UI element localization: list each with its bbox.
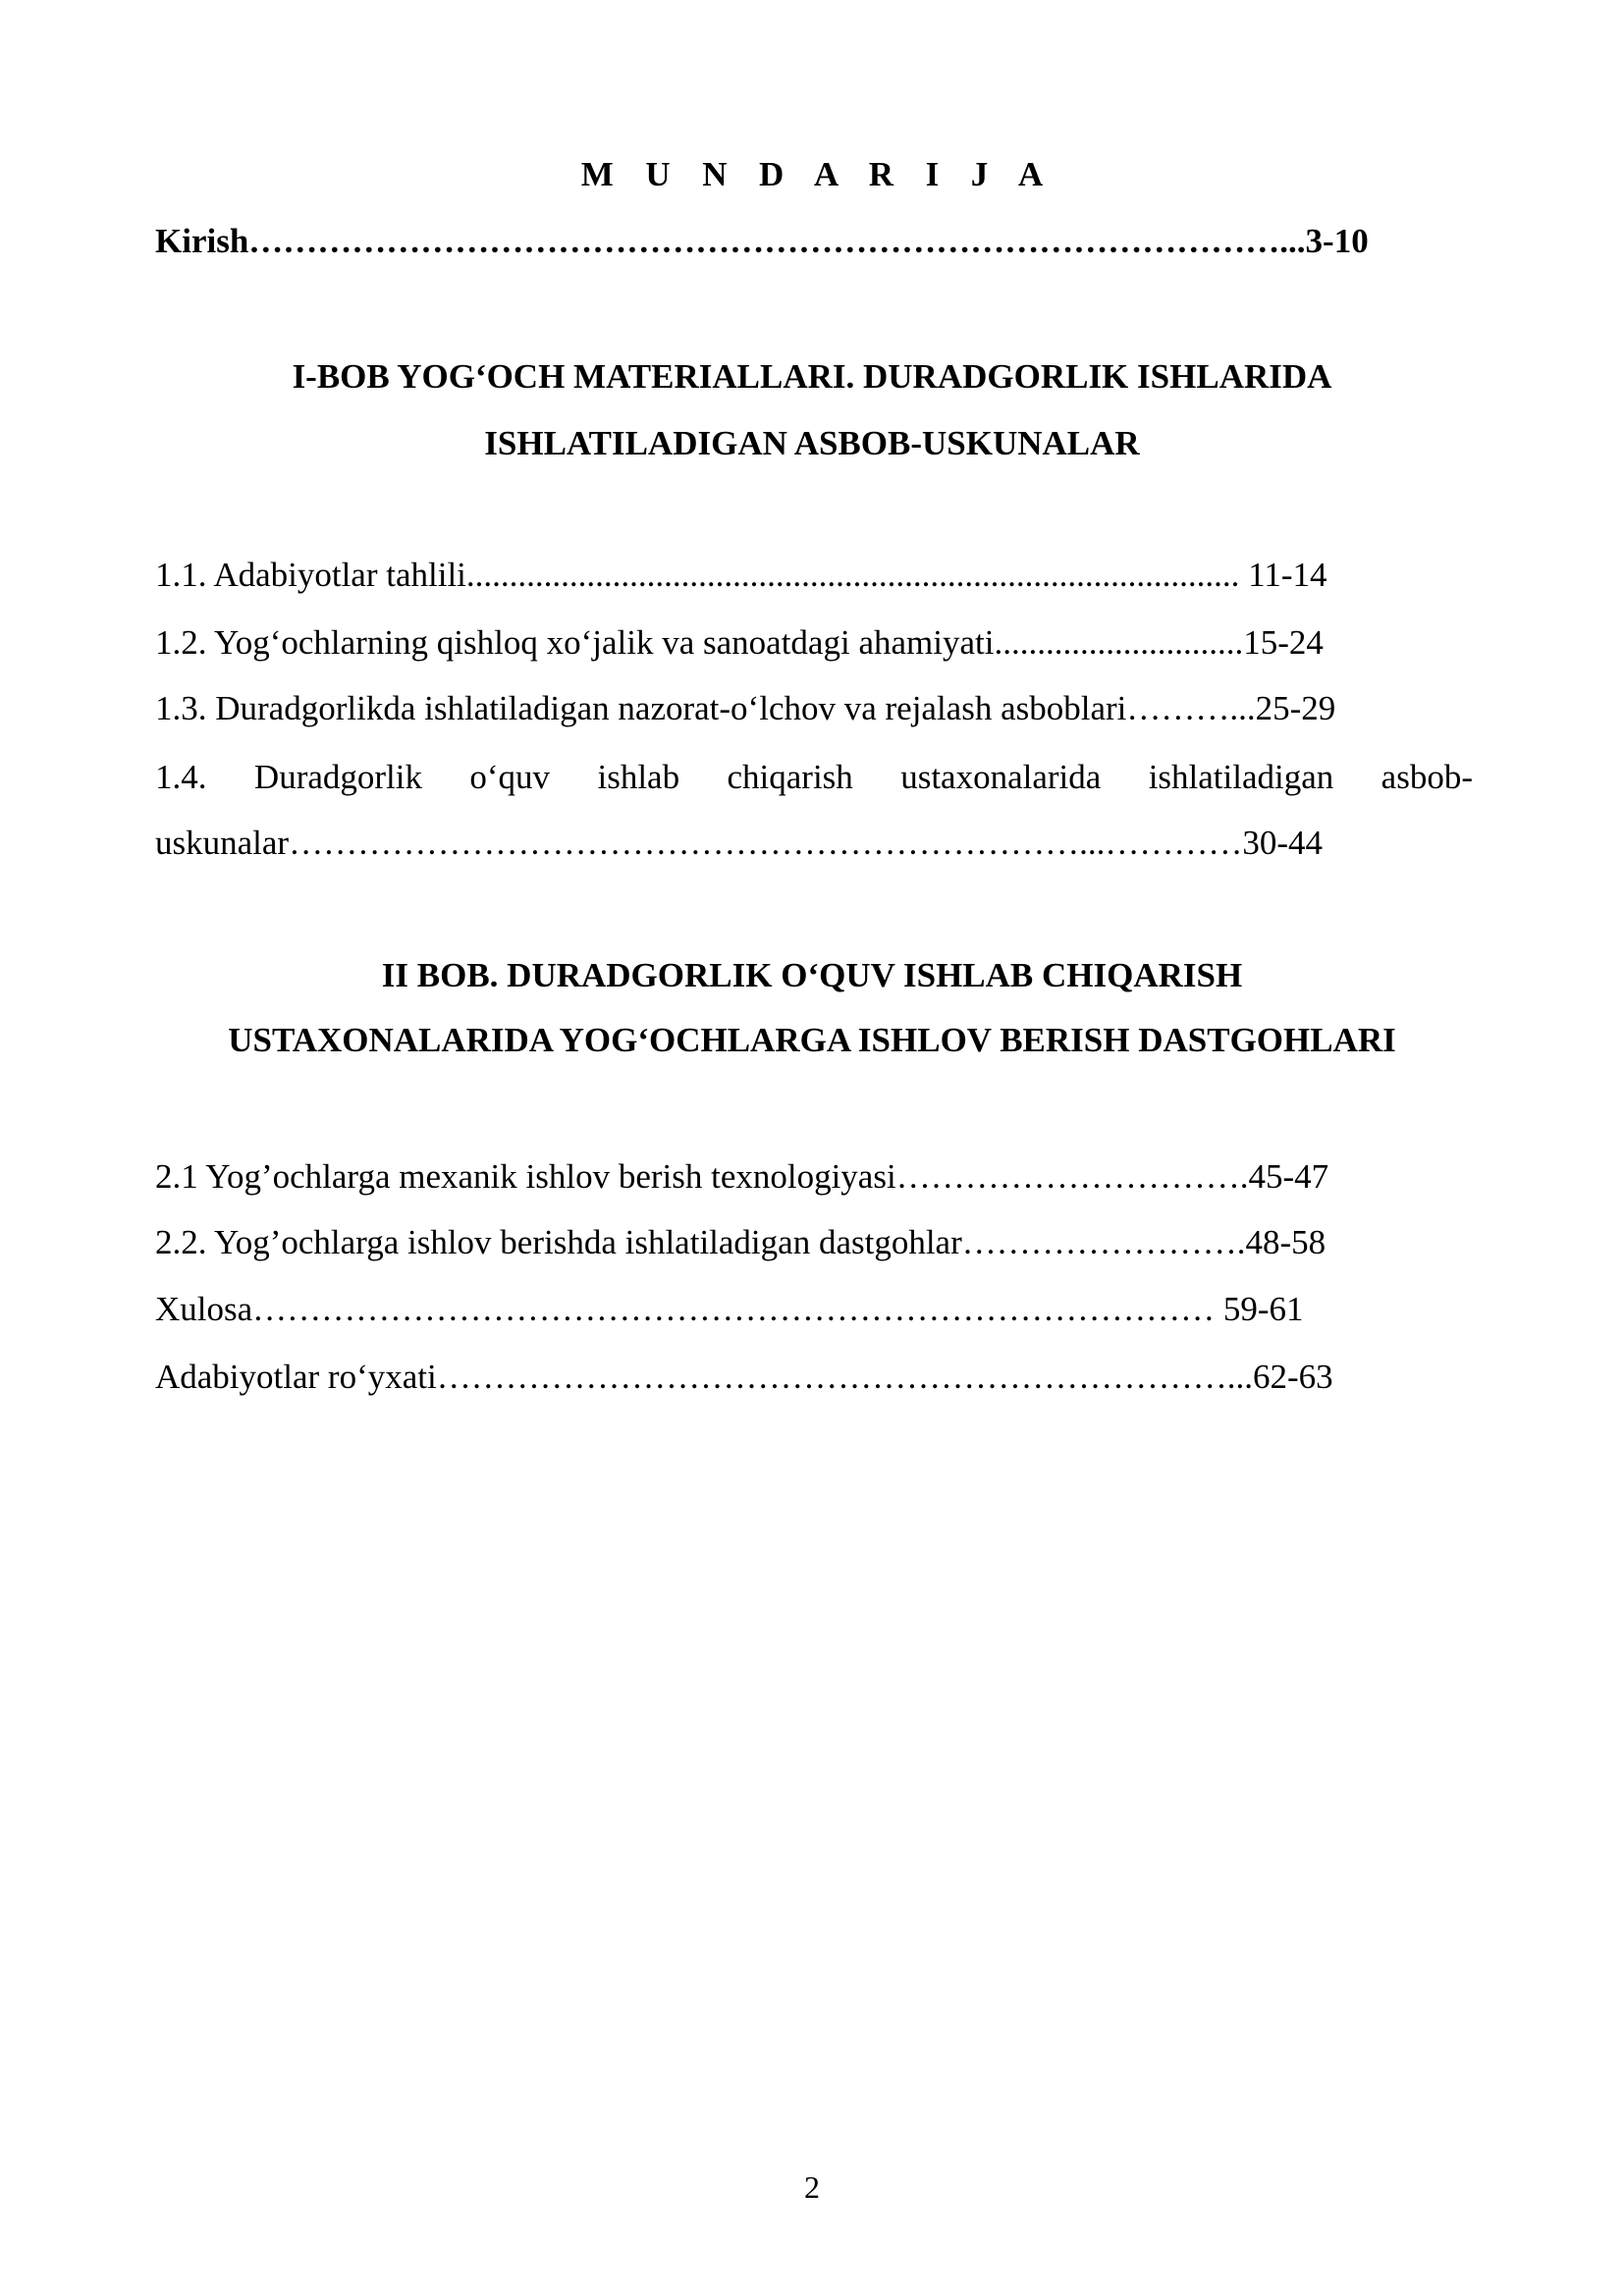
chapter2-heading-line1: II BOB. DURADGORLIK O‘QUV ISHLAB CHIQARISH (381, 956, 1243, 994)
toc-entry-1-4-line2: uskunalar……………………………………………………………...…………30-44 (155, 824, 1323, 862)
toc-entry-1-4-line1: 1.4. Duradgorlik o‘quv ishlab chiqarish ustaxonalarida ishlatiladigan asbob- (155, 758, 1473, 796)
toc-entry-1-2: 1.2. Yog‘ochlarning qishloq xo‘jalik va sanoatdagi ahamiyati.............................15-24 (155, 623, 1324, 662)
toc-entry-references: Adabiyotlar ro‘yxati……………………………………………………………...62-63 (155, 1358, 1333, 1396)
toc-intro-entry: Kirish………………………………………………………………………………...3-10 (155, 222, 1369, 260)
toc-title: M U N D A R I J A (580, 155, 1056, 193)
page-number: 2 (804, 2169, 820, 2205)
chapter2-heading-line2: USTAXONALARIDA YOG‘OCHLARGA ISHLOV BERISH DASTGOHLARI (228, 1021, 1396, 1059)
chapter1-heading-line1: I-BOB YOG‘OCH MATERIALLARI. DURADGORLIK ISHLARIDA (292, 357, 1332, 396)
toc-entry-2-2: 2.2. Yog’ochlarga ishlov berishda ishlatiladigan dastgohlar…………………….48-58 (155, 1223, 1326, 1261)
toc-entry-1-1: 1.1. Adabiyotlar tahlili.......................................................................................... 11-14 (155, 556, 1327, 594)
chapter1-heading-line2: ISHLATILADIGAN ASBOB-USKUNALAR (484, 424, 1140, 462)
toc-entry-1-3: 1.3. Duradgorlikda ishlatiladigan nazorat-o‘lchov va rejalash asboblari………...25-29 (155, 689, 1336, 727)
toc-entry-conclusion: Xulosa………………………………………………………………………… 59-61 (155, 1290, 1304, 1328)
toc-entry-2-1: 2.1 Yog’ochlarga mexanik ishlov berish texnologiyasi………………………….45-47 (155, 1157, 1329, 1196)
